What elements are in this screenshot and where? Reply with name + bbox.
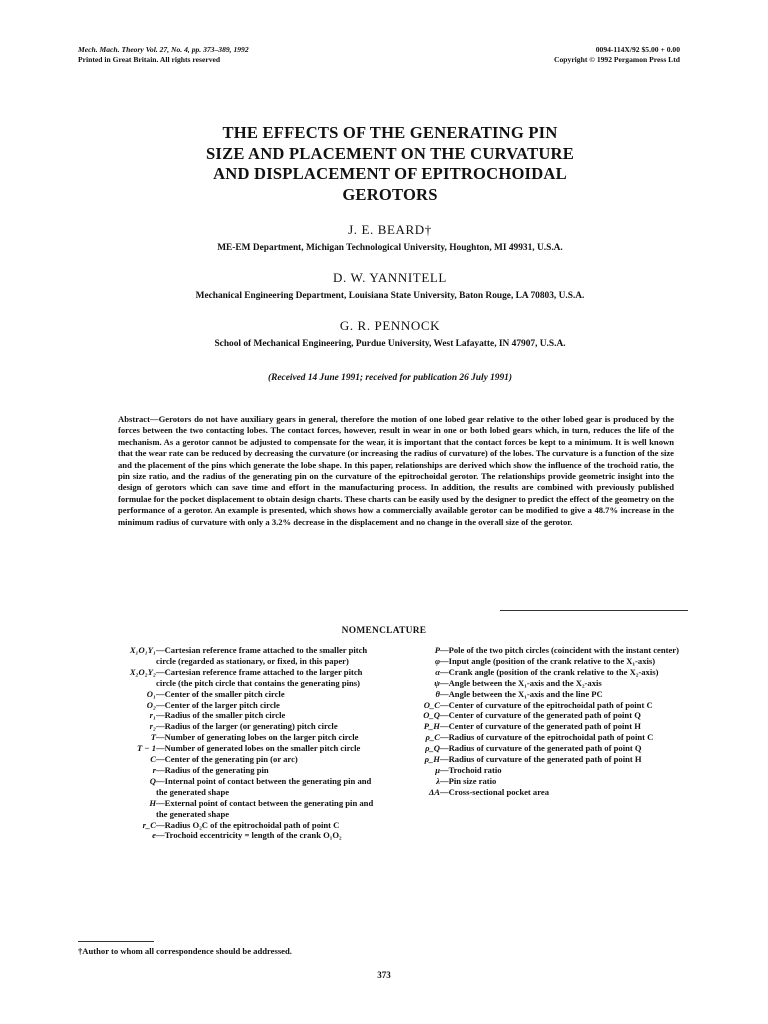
nomenclature-entry bbox=[78, 798, 378, 820]
journal-citation bbox=[78, 45, 249, 64]
nomenclature-definition: —Radius of curvature of the generated path of point H bbox=[440, 754, 642, 765]
title-line: GEROTORS bbox=[342, 184, 438, 204]
nomenclature-symbol: r_C bbox=[142, 819, 156, 830]
author-affiliation: Mechanical Engineering Department, Louisiana State University, Baton Rouge, LA 70803, U.S.A. bbox=[195, 291, 585, 301]
nomenclature-definition: —Center of the generating pin (or arc) bbox=[156, 754, 298, 765]
nomenclature-symbol: e bbox=[152, 830, 156, 841]
nomenclature-definition: —Center of curvature of the generated path of point H bbox=[440, 721, 641, 732]
section-divider bbox=[500, 610, 688, 611]
nomenclature-entry bbox=[78, 776, 378, 798]
journal-line: Mech. Mach. Theory Vol. 27, No. 4, pp. 373–389, 1992 bbox=[78, 45, 249, 54]
nomenclature-heading: NOMENCLATURE bbox=[341, 626, 427, 636]
title-line: THE EFFECTS OF THE GENERATING PIN bbox=[222, 123, 558, 142]
nomenclature-symbol: T − 1 bbox=[136, 743, 156, 754]
nomenclature-definition: —Radius of curvature of the epitrochoidal path of point C bbox=[440, 732, 654, 743]
nomenclature-entry bbox=[78, 700, 378, 711]
nomenclature-symbol: ρ_Q bbox=[425, 743, 440, 754]
nomenclature-definition: —Center of curvature of the epitrochoidal path of point C bbox=[440, 699, 653, 710]
nomenclature-definition: —Radius of the larger (or generating) pitch circle bbox=[156, 721, 338, 732]
page-number: 373 bbox=[377, 970, 391, 980]
nomenclature-definition: —Angle between the X₁-axis and the line PC bbox=[440, 688, 603, 699]
nomenclature-symbol: ρ_H bbox=[424, 754, 440, 765]
nomenclature-symbol: O₁ bbox=[146, 688, 156, 699]
printed-line: Printed in Great Britain. All rights reserved bbox=[78, 54, 221, 64]
nomenclature-definition: —Number of generated lobes on the smaller pitch circle bbox=[156, 743, 361, 754]
nomenclature-entry bbox=[404, 743, 688, 754]
nomenclature-symbol: θ bbox=[435, 688, 440, 699]
footnote: †Author to whom all correspondence should be addressed. bbox=[78, 946, 292, 956]
nomenclature-symbol: H bbox=[149, 797, 156, 808]
nomenclature-entry bbox=[404, 689, 688, 700]
author-affiliation: ME-EM Department, Michigan Technological University, Houghton, MI 49931, U.S.A. bbox=[217, 243, 563, 253]
nomenclature-definition: —Radius of the smaller pitch circle bbox=[156, 710, 286, 721]
nomenclature-definition: —Center of the smaller pitch circle bbox=[156, 688, 285, 699]
nomenclature-definition: —Cross-sectional pocket area bbox=[440, 786, 549, 797]
nomenclature-definition: —Center of the larger pitch circle bbox=[156, 699, 280, 710]
nomenclature-definition: —Angle between the X₁-axis and the X₂-axis bbox=[440, 677, 602, 688]
nomenclature-definition: —Pole of the two pitch circles (coincident with the instant center) bbox=[440, 645, 679, 655]
paper-title bbox=[120, 123, 660, 205]
nomenclature-entry bbox=[404, 645, 688, 656]
nomenclature-symbol: X₂O₂Y₂ bbox=[129, 666, 156, 677]
nomenclature-definition: —Radius of the generating pin bbox=[156, 764, 269, 775]
nomenclature-definition: —Radius of curvature of the generated path of point Q bbox=[440, 743, 642, 754]
title-line: SIZE AND PLACEMENT ON THE CURVATURE bbox=[205, 143, 575, 163]
nomenclature-symbol: r₁ bbox=[149, 710, 156, 721]
nomenclature-symbol: μ bbox=[435, 764, 440, 775]
nomenclature-entry bbox=[78, 765, 378, 776]
author-name: D. W. YANNITELL bbox=[333, 270, 447, 285]
abstract-lead: Abstract bbox=[118, 414, 150, 424]
received-dates: (Received 14 June 1991; received for publication 26 July 1991) bbox=[268, 373, 512, 383]
nomenclature-definition: —Radius O₂C of the epitrochoidal path of point C bbox=[156, 819, 340, 830]
nomenclature-symbol: C bbox=[150, 754, 156, 765]
nomenclature-definition: —Input angle (position of the crank relative to the X₁-axis) bbox=[440, 655, 656, 666]
nomenclature-entry bbox=[78, 721, 378, 732]
nomenclature-entry bbox=[78, 667, 378, 689]
nomenclature-right-column bbox=[404, 645, 688, 798]
nomenclature-entry bbox=[78, 820, 378, 831]
nomenclature-entry bbox=[78, 754, 378, 765]
nomenclature-entry bbox=[78, 645, 378, 667]
copyright-line: Copyright © 1992 Pergamon Press Ltd bbox=[554, 54, 680, 64]
abstract bbox=[118, 414, 674, 528]
nomenclature-entry bbox=[78, 710, 378, 721]
nomenclature-definition: —Pin size ratio bbox=[440, 775, 497, 786]
footnote-divider bbox=[78, 941, 154, 942]
nomenclature-entry bbox=[78, 732, 378, 743]
nomenclature-definition: —Trochoid eccentricity = length of the crank O₁O₂ bbox=[156, 830, 342, 841]
copyright-block bbox=[554, 45, 680, 64]
author-affiliation: School of Mechanical Engineering, Purdue University, West Lafayatte, IN 47907, U.S.A. bbox=[214, 339, 566, 349]
nomenclature-entry bbox=[404, 678, 688, 689]
nomenclature-definition: —Cartesian reference frame attached to the smaller pitch circle (regarded as stationary, or fixed, in this paper) bbox=[156, 645, 368, 666]
nomenclature-symbol: λ bbox=[436, 775, 440, 786]
nomenclature-entry bbox=[404, 776, 688, 787]
nomenclature-entry bbox=[404, 700, 688, 711]
nomenclature-entry bbox=[404, 787, 688, 798]
author-name: J. E. BEARD† bbox=[348, 222, 432, 237]
nomenclature-entry bbox=[404, 765, 688, 776]
nomenclature-entry bbox=[404, 721, 688, 732]
nomenclature-symbol: ρ_C bbox=[425, 732, 440, 743]
nomenclature-entry bbox=[404, 667, 688, 678]
nomenclature-symbol: ψ bbox=[434, 677, 440, 688]
nomenclature-entry bbox=[404, 754, 688, 765]
issn-line: 0094-114X/92 $5.00 + 0.00 bbox=[595, 45, 680, 54]
nomenclature-definition: —Number of generating lobes on the larger pitch circle bbox=[156, 732, 359, 743]
nomenclature-definition: —External point of contact between the generating pin and the generated shape bbox=[156, 797, 374, 819]
nomenclature-symbol: φ bbox=[434, 655, 440, 666]
abstract-text: —Gerotors do not have auxiliary gears in general, therefore the motion of one lobed gear relative to the other lobed gear is produced by the forces between the two contacting lobes. The contact forces, however, result in wear in one or both lobed gears which, in turn, reduces the life of the mechanism. As a gerotor cannot be adjusted to compensate for the wear, it is important that the contact forces be kept to a minimum. It is well known that the wear rate can be reduced by decreasing the curvature (or increasing the radius of curvature) of the lobes. The curvature is a function of the size and the placement of the pins which generate the lobe shape. In this paper, relationships are derived which show the influence of the trochoid ratio, the pin size ratio, and the radius of the generating pin on the curvature of the epitrochoidal gerotor. The relationships provide geometric insight into the design of gerotors which can save time and effort in the manufacturing process. In addition, the results are combined with previously published formulae for the pocket displacement to obtain design charts. These charts can be easily used by the designer to predict the effect of the geometry on the performance of a gerotor. An example is presented, which shows how a commercially available gerotor can be modified to give a 48.7% increase in the minimum radius of curvature with only a 3.2% decrease in the displacement and no change in the overall size of the gerotor. bbox=[118, 414, 674, 527]
nomenclature-entry bbox=[78, 830, 378, 841]
nomenclature-definition: —Center of curvature of the generated path of point Q bbox=[440, 710, 641, 721]
nomenclature-symbol: ΔA bbox=[428, 786, 440, 797]
nomenclature-entry bbox=[404, 656, 688, 667]
nomenclature-definition: —Cartesian reference frame attached to the larger pitch circle (the pitch circle that contains the generating pins) bbox=[156, 666, 363, 688]
nomenclature-definition: —Crank angle (position of the crank relative to the X₂-axis) bbox=[440, 666, 659, 677]
nomenclature-entry bbox=[404, 710, 688, 721]
nomenclature-symbol: X₁O₁Y₁ bbox=[129, 645, 156, 655]
nomenclature-entry bbox=[78, 689, 378, 700]
nomenclature-symbol: O_C bbox=[423, 699, 440, 710]
nomenclature-symbol: P_H bbox=[423, 721, 440, 732]
nomenclature-definition: —Internal point of contact between the generating pin and the generated shape bbox=[156, 775, 372, 797]
nomenclature-symbol: P bbox=[434, 645, 440, 655]
nomenclature-symbol: r₂ bbox=[149, 721, 156, 732]
nomenclature-symbol: Q bbox=[149, 775, 156, 786]
nomenclature-left-column bbox=[78, 645, 378, 841]
nomenclature-symbol: r bbox=[152, 764, 156, 775]
nomenclature-symbol: T bbox=[150, 732, 156, 743]
nomenclature-symbol: O₂ bbox=[146, 699, 156, 710]
title-line: AND DISPLACEMENT OF EPITROCHOIDAL bbox=[213, 164, 567, 183]
nomenclature-entry bbox=[78, 743, 378, 754]
nomenclature-symbol: O_Q bbox=[423, 710, 440, 721]
nomenclature-symbol: α bbox=[435, 666, 440, 677]
nomenclature-entry bbox=[404, 732, 688, 743]
nomenclature-definition: —Trochoid ratio bbox=[440, 764, 502, 775]
author-name: G. R. PENNOCK bbox=[339, 318, 441, 333]
